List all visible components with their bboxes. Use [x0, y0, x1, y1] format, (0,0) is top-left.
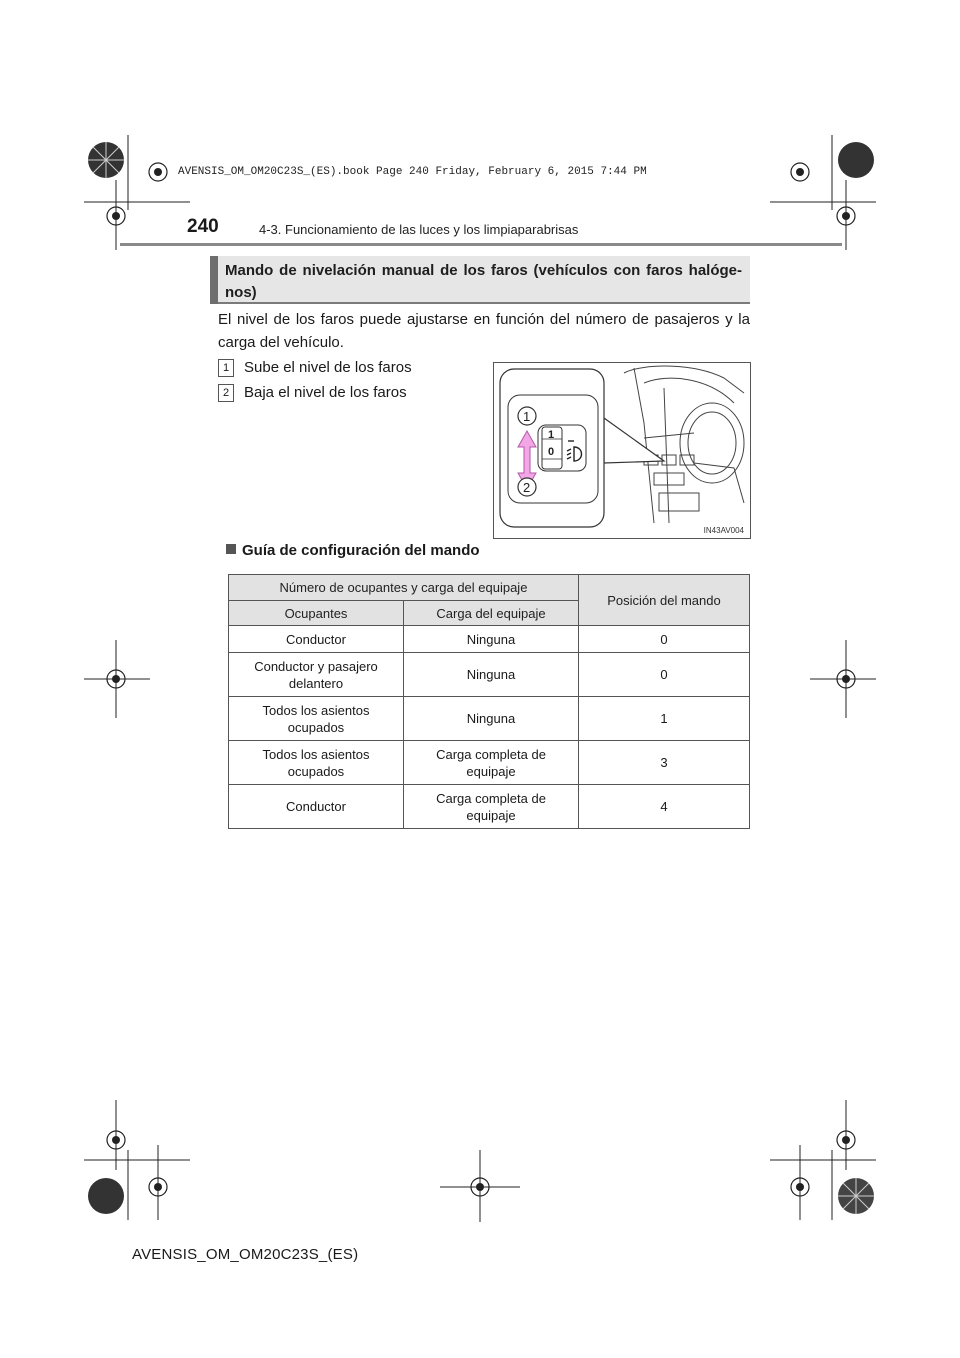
table-row — [229, 785, 750, 829]
cell-position: 4 — [579, 785, 750, 829]
header-occupants: Ocupantes — [229, 601, 404, 626]
table-row — [229, 626, 750, 653]
guide-subheading — [226, 542, 480, 559]
table-row — [229, 697, 750, 741]
cell-occupants: Conductor — [229, 785, 404, 829]
dial-label-top: 1 — [548, 429, 555, 441]
item-number-box: 2 — [218, 384, 234, 402]
cell-load: Ninguna — [404, 697, 579, 741]
guide-subheading-text: Guía de configuración del mando — [242, 542, 480, 559]
cell-load: Ninguna — [404, 653, 579, 697]
header-dial-position: Posición del mando — [579, 575, 750, 626]
callout-2-label: 2 — [523, 480, 531, 495]
cell-occupants: Conductor y pasajero delantero — [229, 653, 404, 697]
list-item — [218, 383, 407, 403]
print-info: AVENSIS_OM_OM20C23S_(ES).book Page 240 Friday, February 6, 2015 7:44 PM — [178, 166, 647, 178]
page-number: 240 — [187, 216, 219, 237]
cell-load: Ninguna — [404, 626, 579, 653]
dashboard-illustration — [494, 363, 750, 538]
header-occupants-load: Número de ocupantes y carga del equipaje — [229, 575, 579, 601]
cell-position: 3 — [579, 741, 750, 785]
cell-occupants: Todos los asientos ocupados — [229, 697, 404, 741]
cell-occupants: Todos los asientos ocupados — [229, 741, 404, 785]
header-rule — [120, 243, 842, 246]
square-bullet-icon — [226, 544, 236, 554]
footer-code: AVENSIS_OM_OM20C23S_(ES) — [132, 1246, 359, 1263]
running-head: 4-3. Funcionamiento de las luces y los limpiaparabrisas — [259, 222, 579, 237]
header-luggage-load: Carga del equipaje — [404, 601, 579, 626]
figure-code: IN43AV004 — [703, 526, 744, 535]
cell-position: 0 — [579, 653, 750, 697]
cell-load: Carga completa de equipaje — [404, 741, 579, 785]
headlight-leveling-figure — [493, 362, 751, 539]
intro-paragraph: El nivel de los faros puede ajustarse en función del número de pasajeros y la carga del vehículo. — [218, 311, 750, 351]
table-row — [229, 653, 750, 697]
setting-guide-table — [228, 574, 750, 829]
callout-1-label: 1 — [523, 409, 531, 424]
cell-position: 0 — [579, 626, 750, 653]
section-heading — [210, 256, 750, 304]
item-number-box: 1 — [218, 359, 234, 377]
item-label: Baja el nivel de los faros — [244, 384, 407, 401]
cell-load: Carga completa de equipaje — [404, 785, 579, 829]
dial-label-bottom: 0 — [548, 446, 555, 458]
list-item — [218, 358, 412, 378]
section-heading-bar — [210, 256, 218, 304]
section-title: Mando de nivelación manual de los faros (vehículos con faros halóge-nos) — [225, 262, 742, 301]
cell-occupants: Conductor — [229, 626, 404, 653]
cell-position: 1 — [579, 697, 750, 741]
item-label: Sube el nivel de los faros — [244, 359, 412, 376]
table-row — [229, 741, 750, 785]
